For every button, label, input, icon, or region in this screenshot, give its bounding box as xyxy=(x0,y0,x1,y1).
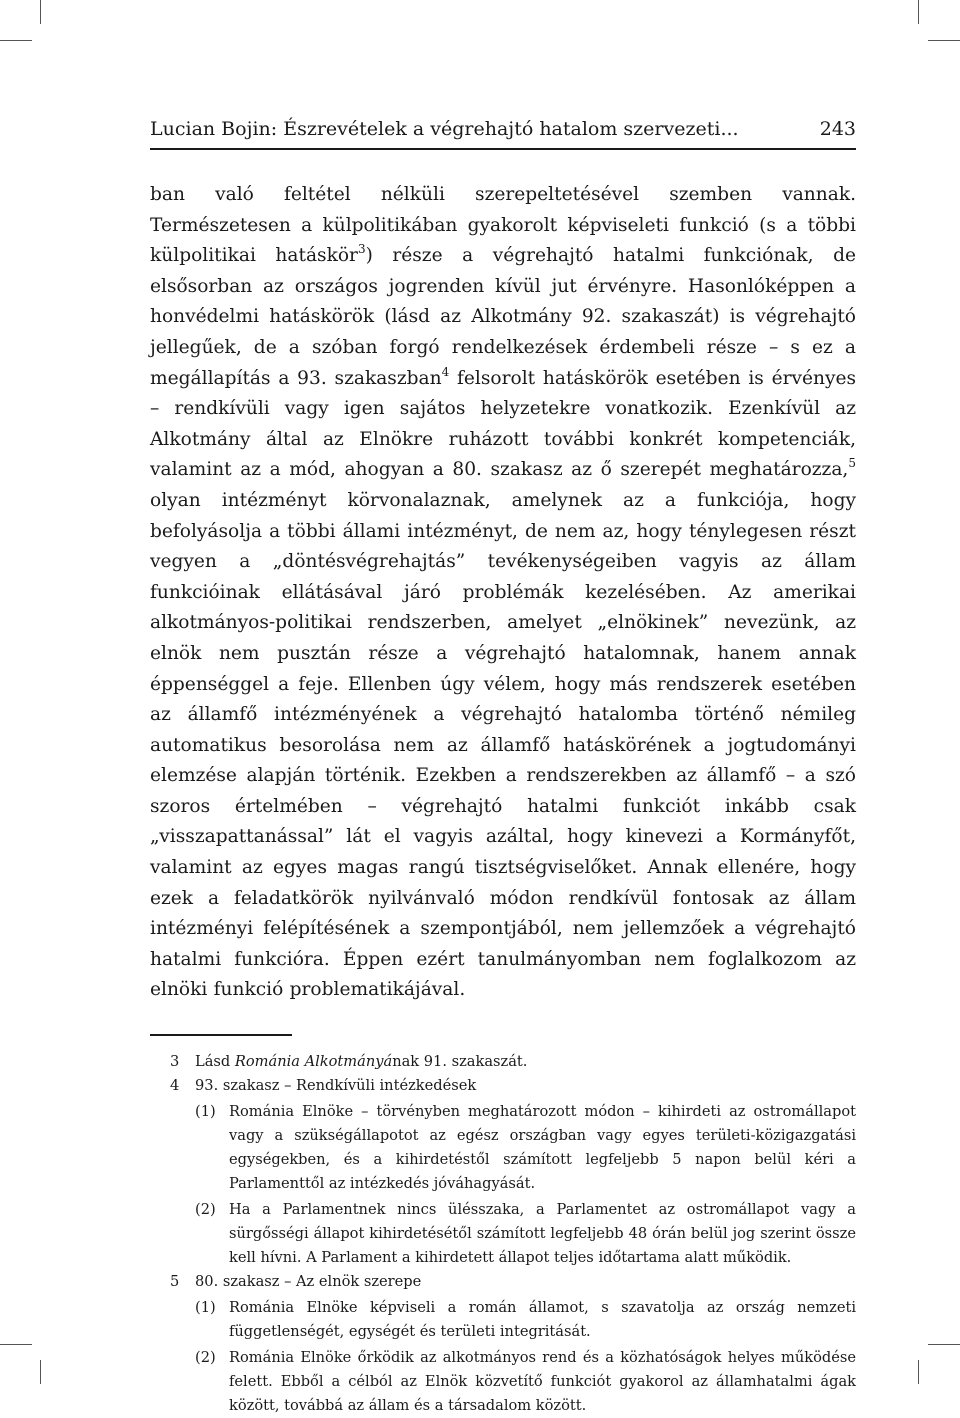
footnote-5-paragraph-1 xyxy=(150,1296,856,1344)
paragraph-text: Románia Elnöke – törvényben meghatározott módon – kihirdeti az ostromállapot vagy a szükségállapotot az egész országban vagy egyes területi-közigazgatási egységekben, és a kihirdetéstől számított legfeljebb 5 napon belül kéri a Parlamenttől az intézkedés jóváhagyását. xyxy=(229,1103,856,1193)
crop-mark-top-right-horizontal xyxy=(928,40,960,41)
footnote-4-title: 93. szakasz – Rendkívüli intézkedések xyxy=(195,1077,477,1095)
crop-mark-top-left-vertical xyxy=(40,0,41,24)
footnote-ref-3[interactable]: 3 xyxy=(357,242,366,257)
paragraph-number: (2) xyxy=(195,1201,216,1219)
footnote-4-paragraph-2 xyxy=(150,1198,856,1270)
crop-mark-bottom-right-vertical xyxy=(918,1360,919,1384)
paragraph-number: (2) xyxy=(195,1349,216,1367)
footnote-4 xyxy=(150,1074,856,1098)
footnote-3-suffix: nak 91. szakaszát. xyxy=(392,1053,528,1071)
footnote-3-prefix: Lásd xyxy=(195,1053,235,1071)
paragraph-text: Ha a Parlamentnek nincs ülésszaka, a Parlamentet az ostromállapot vagy a sürgősségi állapot kihirdetésétől számított legfeljebb 48 órán belül jog szerint össze kell hívni. A Parlament a kihirdetett állapot teljes időtartama alatt működik. xyxy=(229,1201,856,1267)
crop-mark-top-left-horizontal xyxy=(0,40,32,41)
paragraph-text: Románia Elnöke őrködik az alkotmányos rend és a közhatóságok helyes működése felett. Ebből a célból az Elnök közvetítő funkciót gyakorol az államhatalmi ágak között, továbbá az állam és a társadalom között. xyxy=(229,1349,856,1415)
paragraph-number: (1) xyxy=(195,1103,216,1121)
running-header-title: Lucian Bojin: Észrevételek a végrehajtó hatalom szervezeti... xyxy=(150,118,739,140)
footnote-5 xyxy=(150,1270,856,1294)
footnote-3 xyxy=(150,1050,856,1074)
body-text-part-2: ) része a végrehajtó hatalmi funkciónak, de elsősorban az országos jogrenden kívül jut érvényre. Hasonlóképpen a honvédelmi hatáskörök (lásd az Alkotmány 92. szakaszát) is végrehajtó jellegűek, de a szóban forgó rendelkezések érdembeli része – s ez a megállapítás a 93. szakaszban xyxy=(150,245,856,389)
body-text-part-3: felsorolt hatáskörök esetében is érvényes – rendkívüli vagy igen sajátos helyzetekre vonatkozik. Ezenkívül az Alkotmány által az Elnökre ruházott további konkrét kompetenciák, valamint az a mód, ahogyan a 80. szakasz az ő szerepét meghatározza, xyxy=(150,367,857,481)
crop-mark-bottom-right-horizontal xyxy=(928,1344,960,1345)
body-text-part-4: olyan intézményt körvonalaznak, amelynek az a funkciója, hogy befolyásolja a többi állami intézményt, de nem az, hogy ténylegesen részt vegyen a „döntésvégrehajtás” tevékenységeiben vagyis az állam funkcióinak ellátásával járó problémák kezelésében. Az amerikai alkotmányos-politikai rendszerben, amelyet „elnökinek” nevezünk, az elnök nem pusztán része a végrehajtó hatalomnak, hanem annak éppenséggel a feje. Ellenben úgy vélem, hogy más rendszerek esetében az államfő intézményének a végrehajtó hatalomba történő némileg automatikus besorolása nem az államfő hatáskörének a jogtudományi elemzése alapján történik. Ezekben a rendszerekben az államfő – a szó szoros értelmében – végrehajtó hatalmi funkciót inkább csak „visszapattanással” lát el vagyis azáltal, hogy kinevezi a Kormányfőt, valamint az egyes magas rangú tisztségviselőket. Annak ellenére, hogy ezek a feladatkörök nyilvánvaló módon rendkívül fontosak az állam intézményi felépítésének a szempontjából, nem jellemzőek a végrehajtó hatalmi funkcióra. Éppen ezért tanulmányomban nem foglalkozom az elnöki funkció problematikájával. xyxy=(150,489,856,1001)
document-page xyxy=(150,116,856,1418)
footnote-ref-4[interactable]: 4 xyxy=(441,364,450,379)
footnote-4-paragraph-1 xyxy=(150,1100,856,1196)
crop-mark-bottom-left-vertical xyxy=(40,1360,41,1384)
footnote-number: 5 xyxy=(170,1273,180,1291)
footnote-3-text xyxy=(195,1050,856,1074)
body-text-part-1: ban való feltétel nélküli szerepeltetésével szemben vannak. Természetesen a külpolitikában gyakorolt képviseleti funkció (s a többi külpolitikai hatáskör xyxy=(150,184,856,267)
footnote-number: 4 xyxy=(170,1077,180,1095)
footnote-3-italic-title: Románia Alkotmányá xyxy=(234,1053,393,1071)
footnotes xyxy=(150,1050,856,1418)
running-header xyxy=(150,116,856,150)
crop-mark-top-right-vertical xyxy=(918,0,919,24)
footnote-separator xyxy=(150,1034,292,1036)
page-number: 243 xyxy=(819,118,856,140)
crop-mark-bottom-left-horizontal xyxy=(0,1344,32,1345)
main-paragraph xyxy=(150,180,856,1006)
footnote-number: 3 xyxy=(170,1053,180,1071)
footnote-ref-5[interactable]: 5 xyxy=(848,456,856,471)
paragraph-text: Románia Elnöke képviseli a román államot, s szavatolja az ország nemzeti függetlenségét, egységét és területi integritását. xyxy=(229,1299,856,1341)
paragraph-number: (1) xyxy=(195,1299,216,1317)
footnote-5-title: 80. szakasz – Az elnök szerepe xyxy=(195,1273,422,1291)
footnote-5-paragraph-2 xyxy=(150,1346,856,1418)
